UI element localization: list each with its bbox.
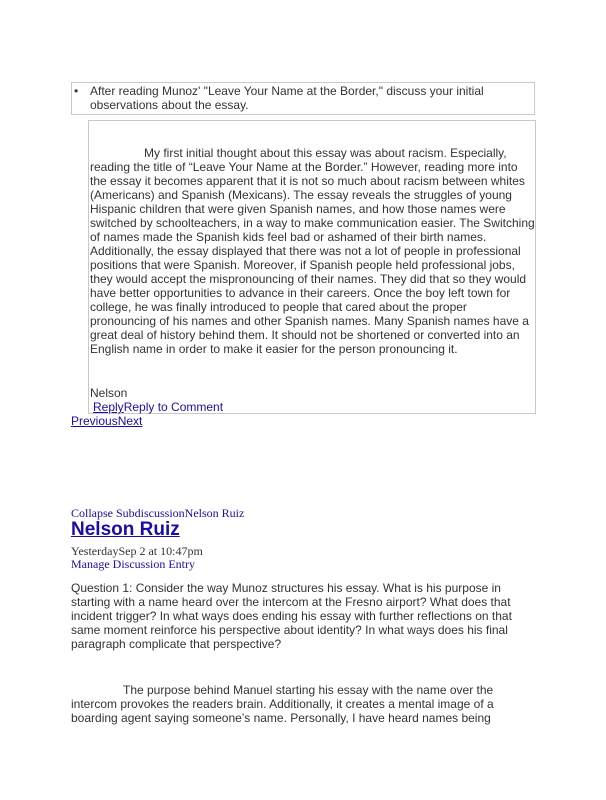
collapse-author[interactable]: Nelson Ruiz [184, 506, 245, 520]
question-text: Question 1: Consider the way Munoz structures his essay. What is his purpose in starting with a name heard over the intercom at the Fresno airport? What does that incident trigger? In what ways does ending his essay with further reflections on that same moment reinforce his perspective about identity? In what ways does his final paragraph complicate that perspective? [71, 581, 512, 651]
post-author-link[interactable]: Nelson Ruiz [71, 519, 180, 540]
pager [71, 414, 142, 428]
bullet: • [74, 84, 79, 98]
prompt-box [71, 82, 535, 115]
reply-to-comment-link[interactable]: Reply to Comment [123, 400, 224, 414]
post-timestamp [71, 544, 203, 558]
time-relative: Yesterday [71, 544, 119, 558]
reply-links [90, 400, 223, 414]
time-absolute: Sep 2 at 10:47pm [118, 544, 203, 558]
previous-link[interactable]: Previous [71, 414, 118, 428]
reply-link[interactable]: Reply [93, 400, 124, 414]
reply-signature: Nelson [90, 386, 128, 400]
answer-text: The purpose behind Manuel starting his essay with the name over the intercom provokes the readers brain. Additionally, it creates a mental image of a boarding agent saying someone’s name. Personally, I have heard names being [71, 683, 494, 725]
prompt-text: After reading Munoz' "Leave Your Name at the Border," discuss your initial observations about the essay. [90, 84, 484, 112]
reply-box [88, 120, 536, 414]
next-link[interactable]: Next [117, 414, 143, 428]
reply-body: My first initial thought about this essay was about racism. Especially, reading the title of “Leave Your Name at the Border.” However, reading more into the essay it becomes apparent that it is not so much about racism between whites (Americans) and Spanish (Mexicans). The essay reveals the struggles of young Hispanic children that were given Spanish names, and how those names were switched by schoolteachers, in a way to make communication easier. The Switching of names made the Spanish kids feel bad or ashamed of their birth names. Additionally, the essay displayed that there was not a lot of people in professional positions that were Spanish. Moreover, if Spanish people held professional jobs, they would accept the mispronouncing of their names. They did that so they would have better opportunities to advance in their careers. Once the boy left town for college, he was finally introduced to people that cared about the proper pronouncing of his names and other Spanish names. Many Spanish names have a great deal of history behind them. It should not be shortened or converted into an English name in order to make it easier for the person pronouncing it. [90, 146, 535, 356]
manage-discussion-entry-link[interactable]: Manage Discussion Entry [71, 557, 195, 571]
collapse-label[interactable]: Collapse Subdiscussion [71, 506, 185, 520]
